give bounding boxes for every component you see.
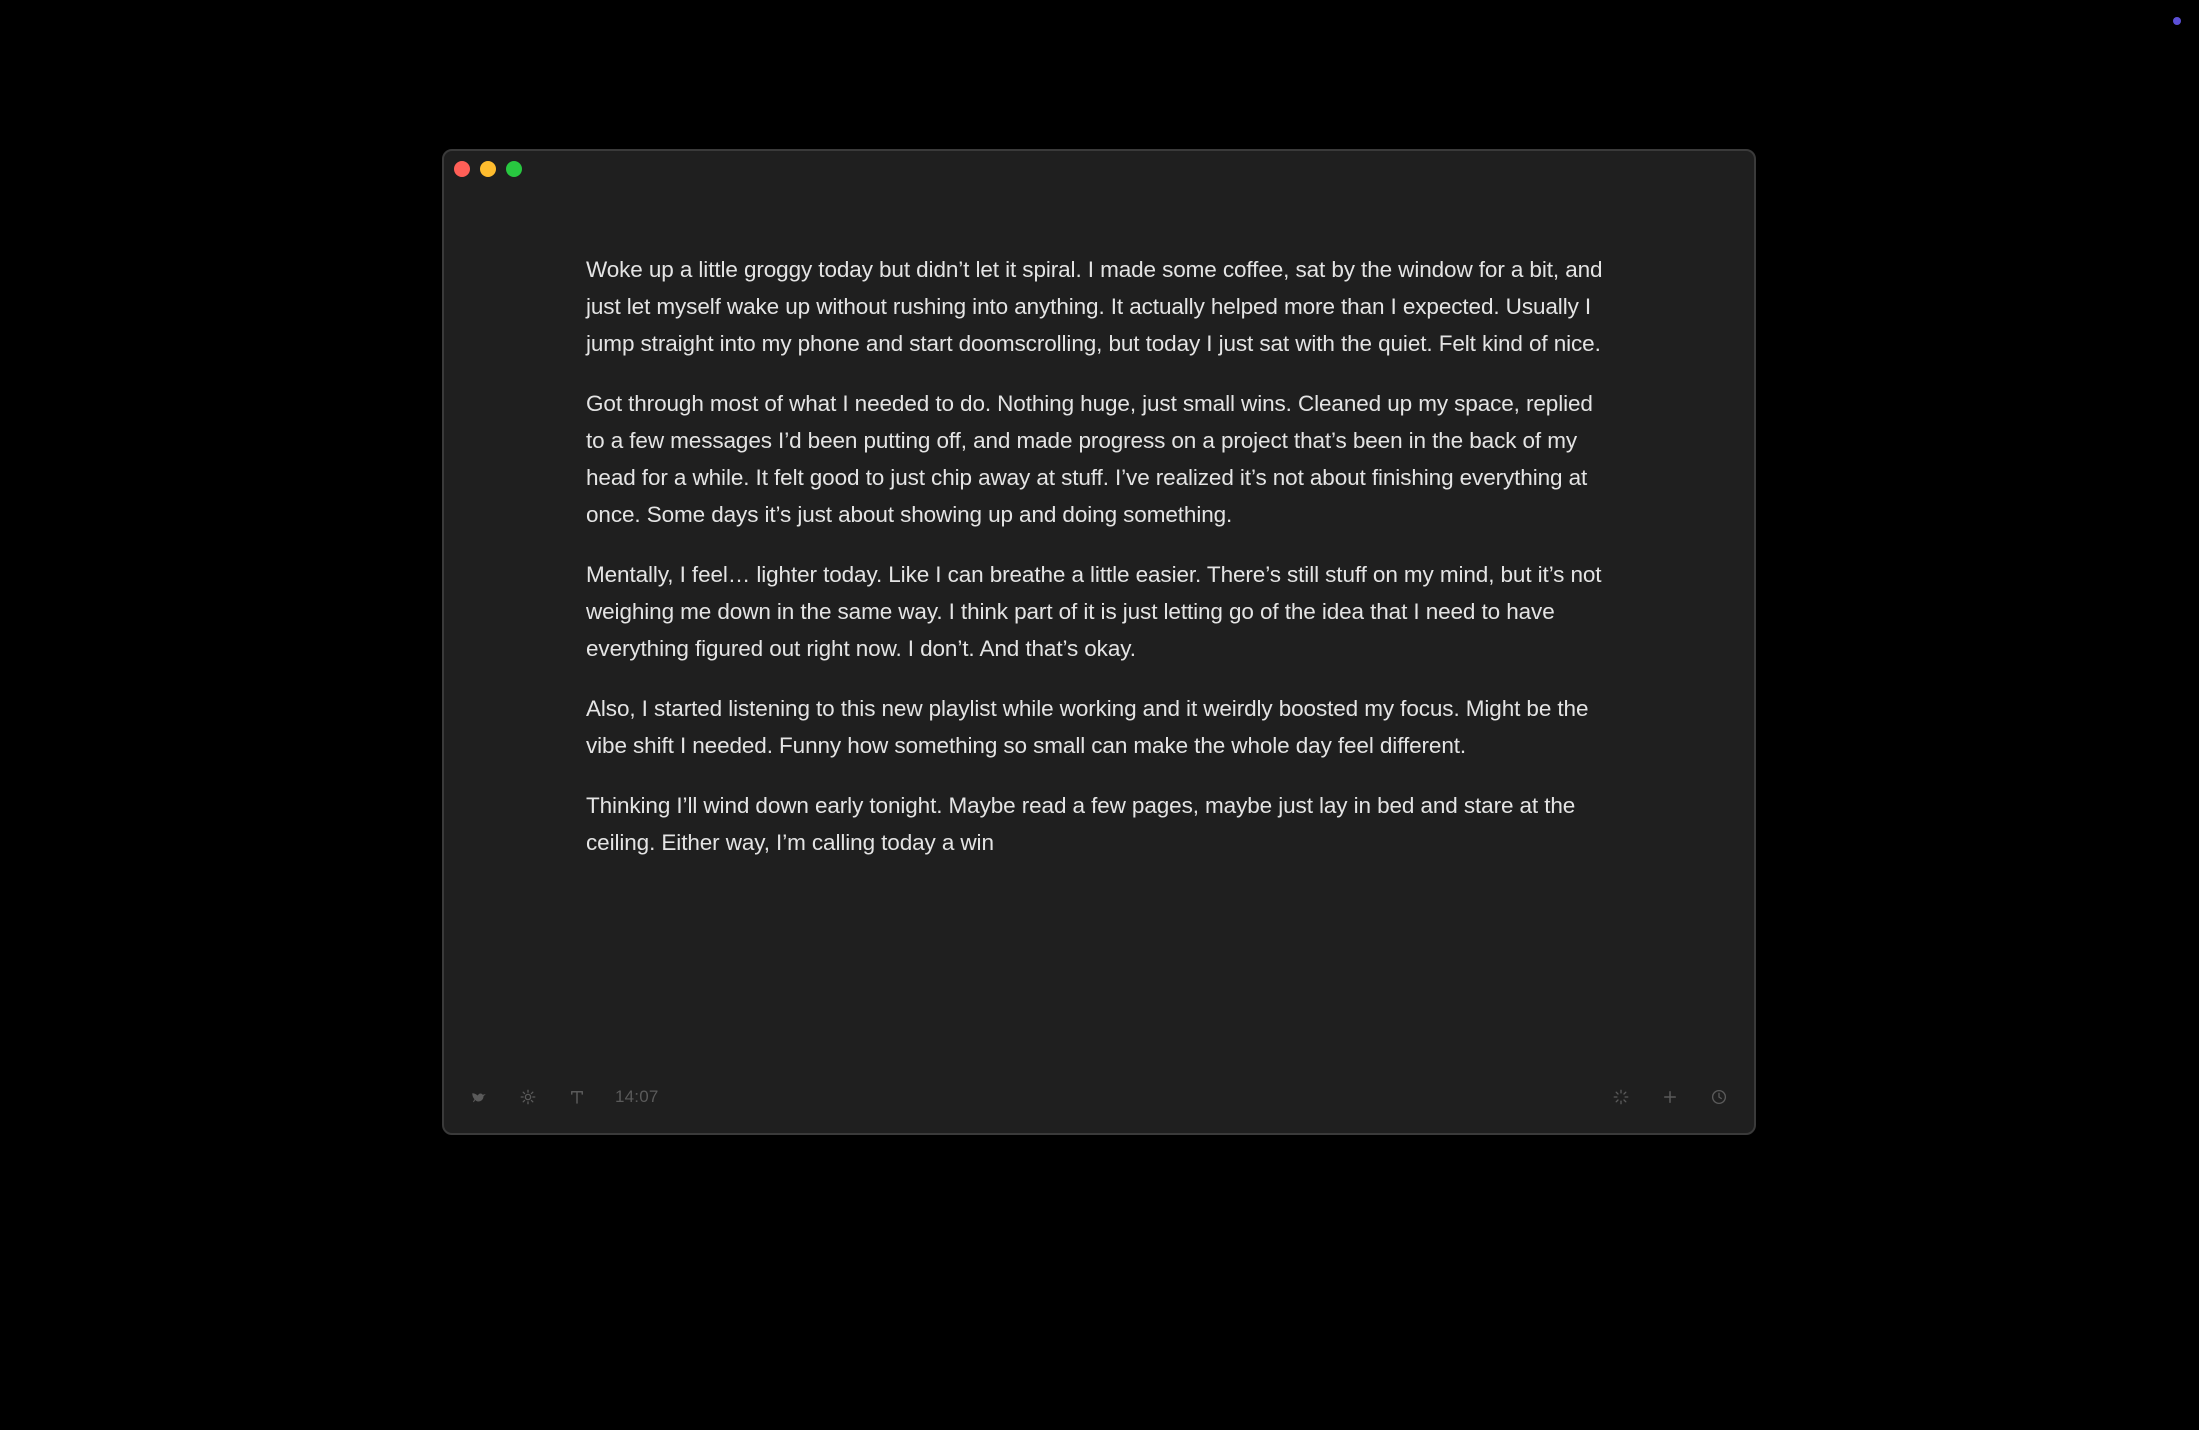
journal-paragraph[interactable]: Also, I started listening to this new playlist while working and it weirdly boosted my focus. Might be the vibe shift I needed. Funny how something so small can make the whole day feel different. bbox=[586, 696, 1589, 758]
app-window bbox=[442, 149, 1756, 1135]
maximize-window-button[interactable] bbox=[506, 161, 522, 177]
journal-paragraph[interactable]: Mentally, I feel… lighter today. Like I can breathe a little easier. There’s still stuff on my mind, but it’s not weighing me down in the same way. I think part of it is just letting go of the idea that I need to have everything figured out right now. I don’t. And that’s okay. bbox=[586, 562, 1602, 661]
minimize-window-button[interactable] bbox=[480, 161, 496, 177]
sun-icon[interactable] bbox=[517, 1086, 539, 1108]
status-dot bbox=[2173, 17, 2181, 25]
text-format-icon[interactable] bbox=[566, 1086, 588, 1108]
journal-paragraph[interactable]: Thinking I’ll wind down early tonight. Maybe read a few pages, maybe just lay in bed and stare at the ceiling. Either way, I’m calling today a win bbox=[586, 793, 1576, 855]
traffic-lights bbox=[454, 161, 522, 177]
bird-icon[interactable] bbox=[468, 1086, 490, 1108]
bottom-toolbar bbox=[444, 1083, 1754, 1111]
plus-icon[interactable] bbox=[1659, 1086, 1681, 1108]
journal-paragraph[interactable]: Woke up a little groggy today but didn’t let it spiral. I made some coffee, sat by the window for a bit, and just let myself wake up without rushing into anything. It actually helped more than I expected. Usually I jump straight into my phone and start doomscrolling, but today I just sat with the quiet. Felt kind of nice. bbox=[586, 257, 1603, 356]
history-clock-icon[interactable] bbox=[1708, 1086, 1730, 1108]
session-timer: 14:07 bbox=[615, 1087, 659, 1106]
journal-paragraph[interactable]: Got through most of what I needed to do. Nothing huge, just small wins. Cleaned up my space, replied to a few messages I’d been putting off, and made progress on a project that’s been in the back of my head for a while. It felt good to just chip away at stuff. I’ve realized it’s not about finishing everything at once. Some days it’s just about showing up and doing something. bbox=[586, 391, 1593, 527]
close-window-button[interactable] bbox=[454, 161, 470, 177]
loader-icon[interactable] bbox=[1610, 1086, 1632, 1108]
journal-editor[interactable] bbox=[586, 251, 1616, 884]
